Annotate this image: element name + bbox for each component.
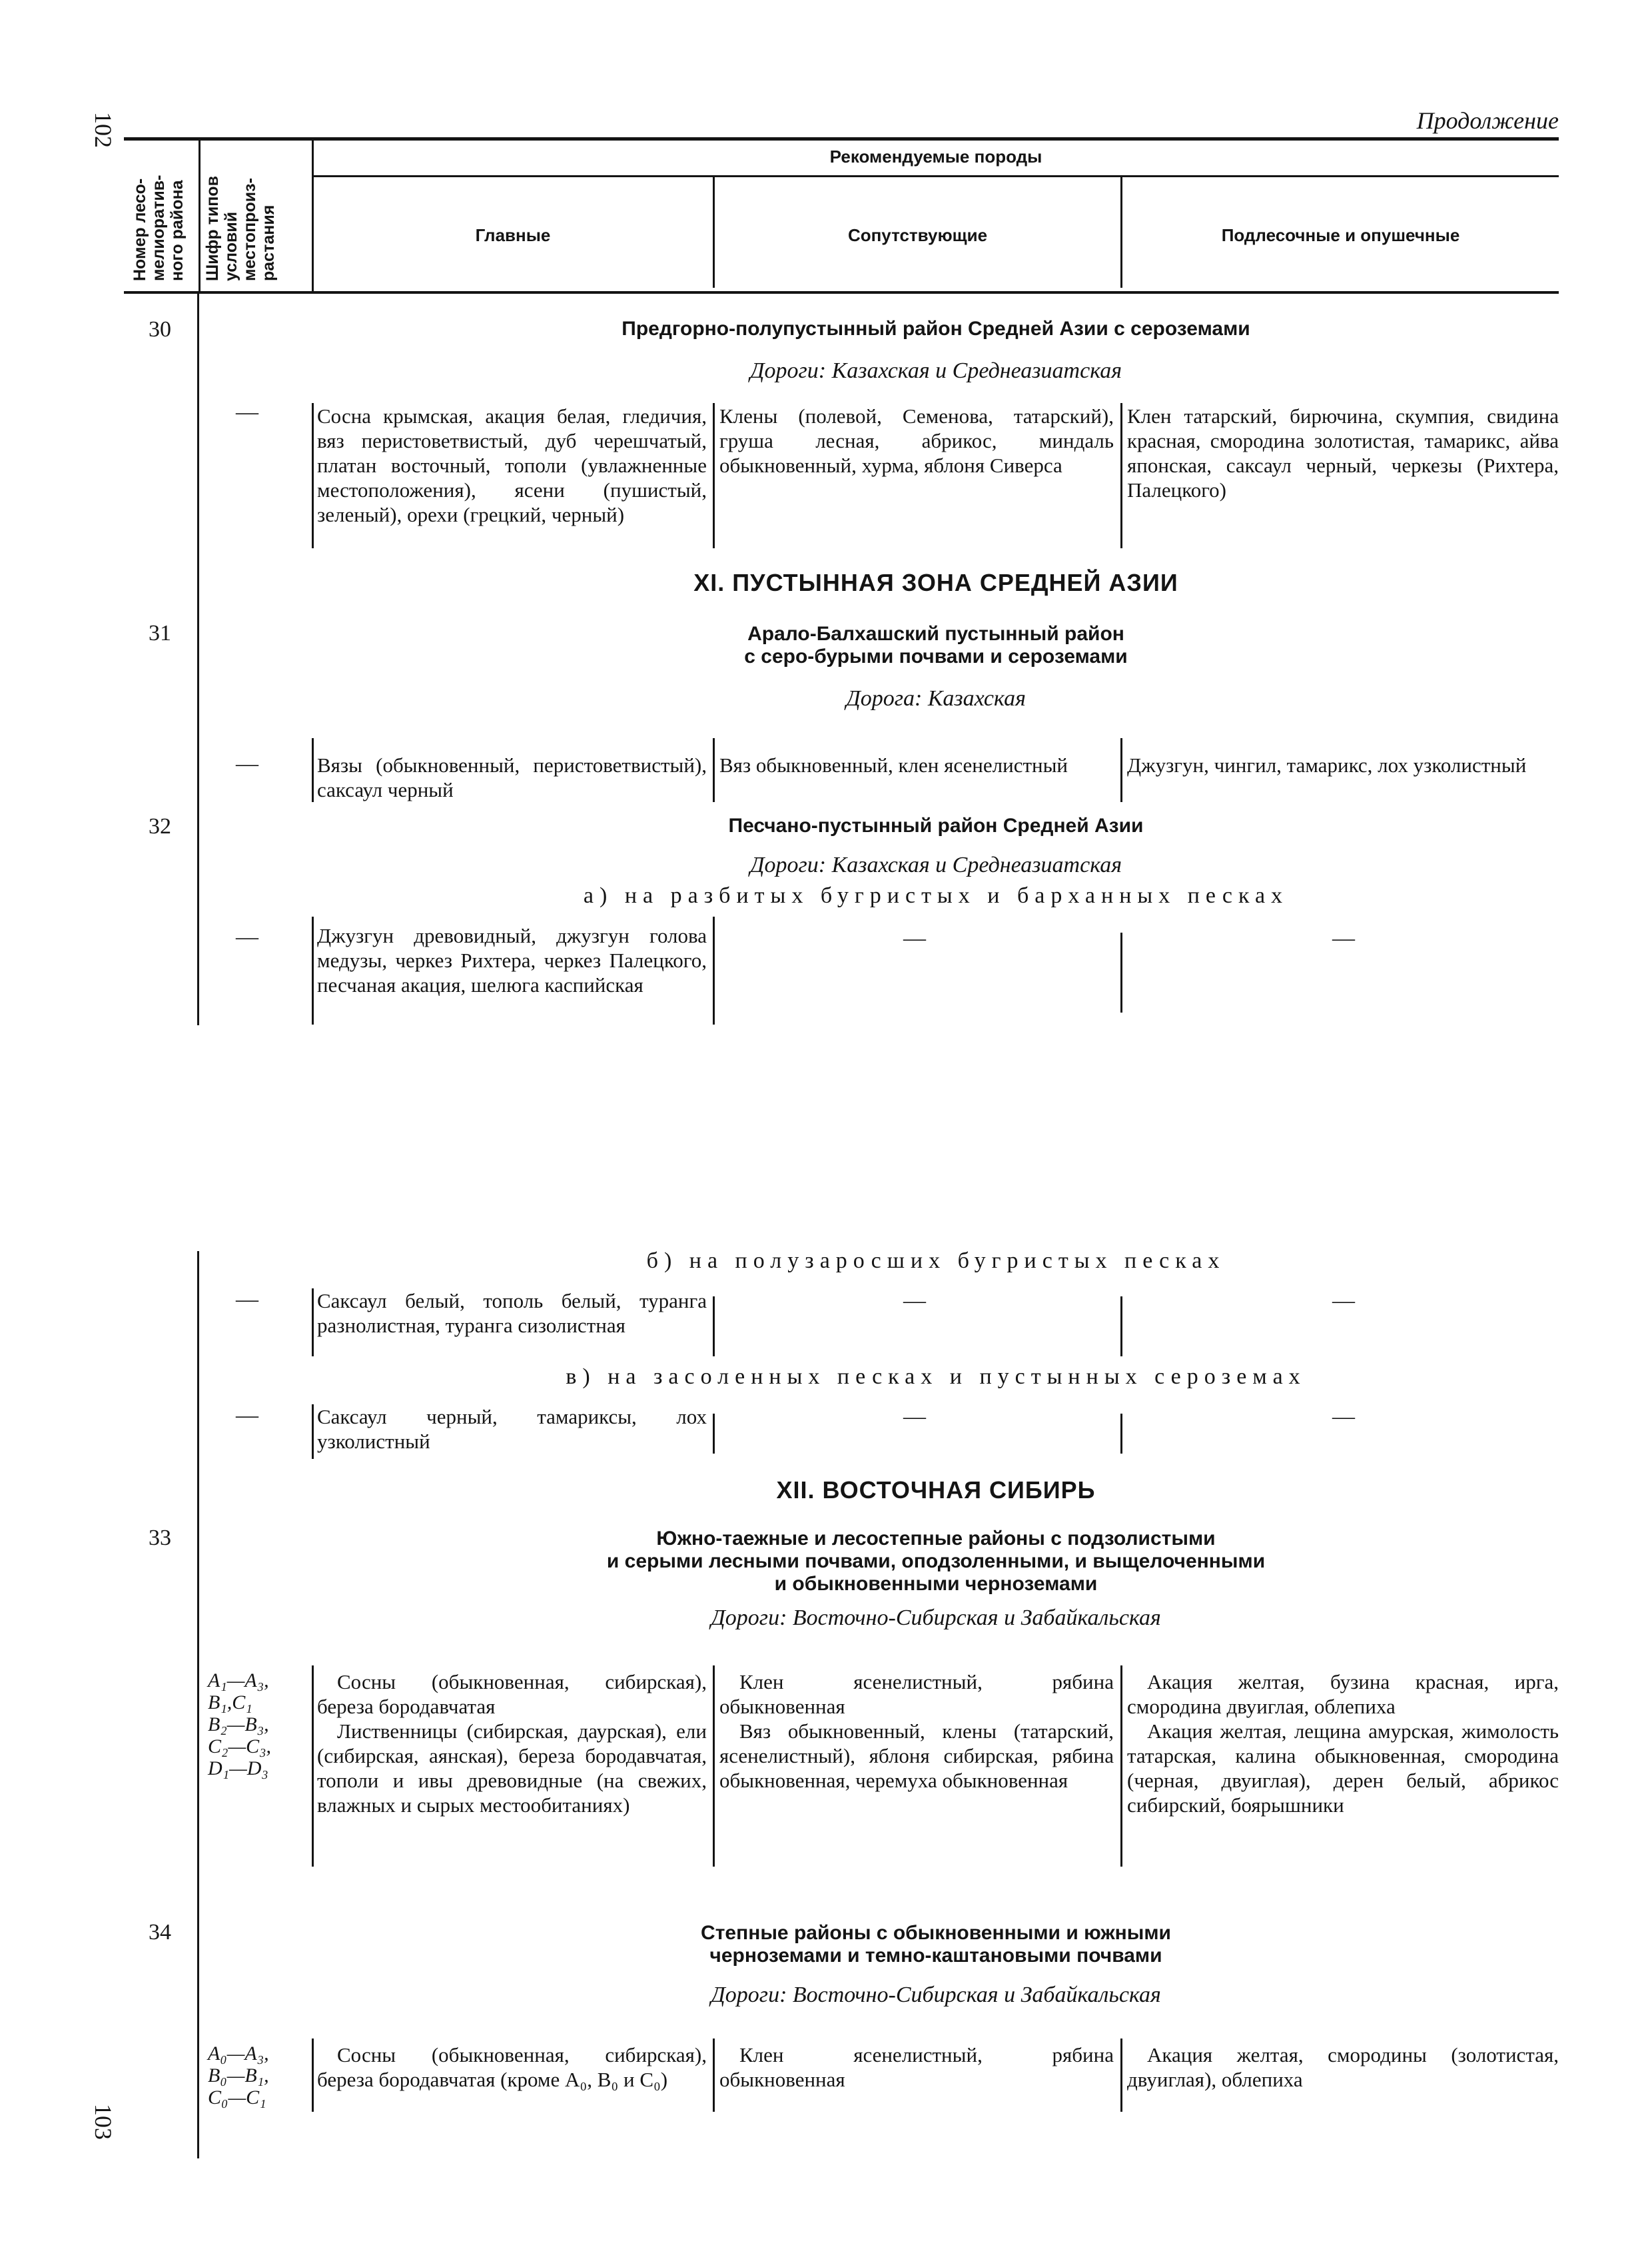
region-31-divider-2 <box>713 738 715 802</box>
region-32-a-undergrowth: — <box>1332 926 1355 951</box>
region-31-title-line-1: Арало-Балхашский пустынный район <box>747 623 1124 645</box>
region-33-code-2: В₁,С₁ <box>208 1691 252 1713</box>
region-34-divider-2 <box>713 2038 715 2112</box>
region-34-main-species: Сосны (обыкновенная, сибирская), береза бородавчатая (кроме А₀, В₀ и С₀) <box>317 2043 707 2091</box>
region-32-roads: Дороги: Казахская и Среднеазиатская <box>749 853 1122 877</box>
region-32-c-companion: — <box>903 1404 926 1429</box>
region-34-roads: Дороги: Восточно-Сибирская и Забайкальская <box>711 1983 1161 2007</box>
region-33-companion-species-1: Клен ясенелистный, рябина обыкновенная <box>719 1670 1114 1718</box>
region-34-divider-1 <box>312 2038 314 2112</box>
region-32-c-divider-1 <box>312 1404 314 1459</box>
region-33-code-4: С₂—С₃, <box>208 1735 272 1757</box>
region-34-divider-3 <box>1120 2038 1122 2112</box>
region-32-b-undergrowth: — <box>1332 1288 1355 1313</box>
header-top-rule <box>124 137 1559 141</box>
region-33-divider-3 <box>1120 1665 1122 1867</box>
region-33-code-3: В₂—В₃, <box>208 1713 269 1735</box>
number-column-divider-upper <box>197 294 199 1025</box>
region-33-undergrowth-species-1: Акация желтая, бузина красная, ирга, смородина двуиглая, облепиха <box>1127 1670 1559 1718</box>
region-30-divider-1 <box>312 403 314 548</box>
region-32-b-companion: — <box>903 1288 926 1313</box>
header-divider-1 <box>199 141 201 291</box>
region-33-code-1: А₁—А₃, <box>208 1669 269 1691</box>
region-32-a-divider-3 <box>1120 933 1122 1013</box>
region-33-main-species-2: Лиственницы (сибирская, даурская), ели (сибирская, аянская), береза бородавчатая, тополи и ивы древовидные (на свежих, влажных и сырых местообитаниях) <box>317 1719 707 1817</box>
region-32-b-main-species: Саксаул белый, тополь белый, туранга разнолистная, туранга сизолистная <box>317 1289 707 1337</box>
region-number-33: 33 <box>149 1526 171 1550</box>
region-30-main-species: Сосна крымская, акация белая, гледичия, вяз перистоветвистый, дуб черешчатый, платан восточный, тополи (увлажненные местоположения), ясени (пушистый, зеленый), орехи (грецкий, черный) <box>317 404 707 526</box>
header-recommended-species: Рекомендуемые породы <box>829 147 1042 167</box>
region-32-subsection-b: б) на полузаросших бугристых песках <box>646 1248 1226 1273</box>
header-undergrowth: Подлесочные и опушечные <box>1221 225 1460 245</box>
region-32-title: Песчано-пустынный район Средней Азии <box>728 815 1144 837</box>
header-col-region-number: Номер лесо- мелиоратив- ного района <box>131 175 187 281</box>
region-31-title-line-2: с серо-бурыми почвами и сероземами <box>744 646 1128 668</box>
region-31-code: — <box>236 751 258 776</box>
region-32-a-companion: — <box>903 926 926 951</box>
region-34-companion-species: Клен ясенелистный, рябина обыкновенная <box>719 2043 1114 2091</box>
region-34-title-line-2: черноземами и темно-каштановыми почвами <box>709 1945 1162 1967</box>
page-number-top: 102 <box>90 112 117 148</box>
region-31-roads: Дорога: Казахская <box>846 686 1026 711</box>
region-31-divider-1 <box>312 738 314 802</box>
region-33-undergrowth-species-2: Акация желтая, лещина амурская, жимолость татарская, калина обыкновенная, смородина (черная, двуиглая), дерен белый, абрикос сибирский, боярышники <box>1127 1719 1559 1817</box>
region-32-subsection-a: а) на разбитых бугристых и барханных песках <box>583 883 1289 908</box>
region-33-title-line-3: и обыкновенными черноземами <box>774 1573 1098 1595</box>
region-34-code-3: С₀—С₁ <box>208 2086 266 2108</box>
region-number-32: 32 <box>149 814 171 839</box>
region-33-title-line-2: и серыми лесными почвами, оподзоленными, и выщелоченными <box>606 1550 1266 1572</box>
region-33-roads: Дороги: Восточно-Сибирская и Забайкальская <box>711 1605 1161 1630</box>
region-33-title-line-1: Южно-таежные и лесостепные районы с подзолистыми <box>656 1528 1216 1550</box>
region-32-b-divider-2 <box>713 1296 715 1356</box>
region-number-31: 31 <box>149 621 171 646</box>
header-main: Главные <box>475 225 551 245</box>
region-32-c-main-species: Саксаул черный, тамариксы, лох узколистный <box>317 1405 707 1453</box>
region-30-code: — <box>236 400 258 424</box>
header-group-rule <box>313 175 1559 177</box>
region-33-main-species-1: Сосны (обыкновенная, сибирская), береза бородавчатая <box>317 1670 707 1718</box>
zone-xi-heading: XI. ПУСТЫННАЯ ЗОНА СРЕДНЕЙ АЗИИ <box>693 569 1178 596</box>
region-32-b-divider-3 <box>1120 1296 1122 1356</box>
region-32-subsection-c: в) на засоленных песках и пустынных сероземах <box>566 1364 1306 1389</box>
header-companion: Сопутствующие <box>847 225 988 245</box>
region-30-divider-3 <box>1120 403 1122 548</box>
region-34-undergrowth-species: Акация желтая, смородины (золотистая, двуиглая), облепиха <box>1127 2043 1559 2091</box>
region-32-b-divider-1 <box>312 1288 314 1356</box>
region-34-code-1: А₀—А₃, <box>208 2042 269 2064</box>
region-31-main-species: Вязы (обыкновенный, перистоветвистый), саксаул черный <box>317 753 707 801</box>
region-30-roads: Дороги: Казахская и Среднеазиатская <box>749 358 1122 383</box>
region-33-companion-species-2: Вяз обыкновенный, клены (татарский, ясенелистный), яблоня сибирская, рябина обыкновенная, черемуха обыкновенная <box>719 1719 1114 1792</box>
region-31-divider-3 <box>1120 738 1122 802</box>
header-col-site-code: Шифр типов условий местопроиз- растания <box>203 176 278 281</box>
region-32-c-undergrowth: — <box>1332 1404 1355 1429</box>
region-number-34: 34 <box>149 1920 171 1945</box>
region-30-title: Предгорно-полупустынный район Средней Азии с сероземами <box>621 318 1250 340</box>
region-33-code-5: D₁—D₃ <box>208 1757 268 1779</box>
region-32-a-divider-2 <box>713 917 715 1025</box>
continuation-label: Продолжение <box>1416 107 1559 134</box>
region-30-divider-2 <box>713 403 715 548</box>
region-34-title-line-1: Степные районы с обыкновенными и южными <box>701 1922 1171 1944</box>
page-number-bottom: 103 <box>90 2104 117 2140</box>
zone-xii-heading: XII. ВОСТОЧНАЯ СИБИРЬ <box>776 1476 1096 1504</box>
region-33-divider-1 <box>312 1665 314 1867</box>
region-32-b-code: — <box>236 1287 258 1312</box>
region-32-a-divider-1 <box>312 917 314 1025</box>
region-34-code-2: В₀—В₁, <box>208 2064 269 2086</box>
region-32-c-divider-3 <box>1120 1414 1122 1454</box>
region-32-a-main-species: Джузгун древовидный, джузгун голова медузы, черкез Рихтера, черкез Палецкого, песчаная акация, шелюга каспийская <box>317 924 707 997</box>
region-number-30: 30 <box>149 317 171 342</box>
region-30-companion-species: Клены (полевой, Семенова, татарский), груша лесная, абрикос, миндаль обыкновенный, хурма, яблоня Сиверса <box>719 404 1114 477</box>
header-bottom-rule <box>124 291 1559 294</box>
region-32-c-divider-2 <box>713 1414 715 1454</box>
number-column-divider-lower <box>197 1251 199 2158</box>
region-30-undergrowth-species: Клен татарский, бирючина, скумпия, свидина красная, смородина золотистая, тамарикс, айва японская, саксаул черный, черкезы (Рихтера, Палецкого) <box>1127 404 1559 502</box>
region-32-a-code: — <box>236 925 258 949</box>
region-33-divider-2 <box>713 1665 715 1867</box>
region-31-undergrowth-species: Джузгун, чингил, тамарикс, лох узколистный <box>1127 753 1527 777</box>
region-32-c-code: — <box>236 1403 258 1428</box>
region-31-companion-species: Вяз обыкновенный, клен ясенелистный <box>719 753 1068 777</box>
